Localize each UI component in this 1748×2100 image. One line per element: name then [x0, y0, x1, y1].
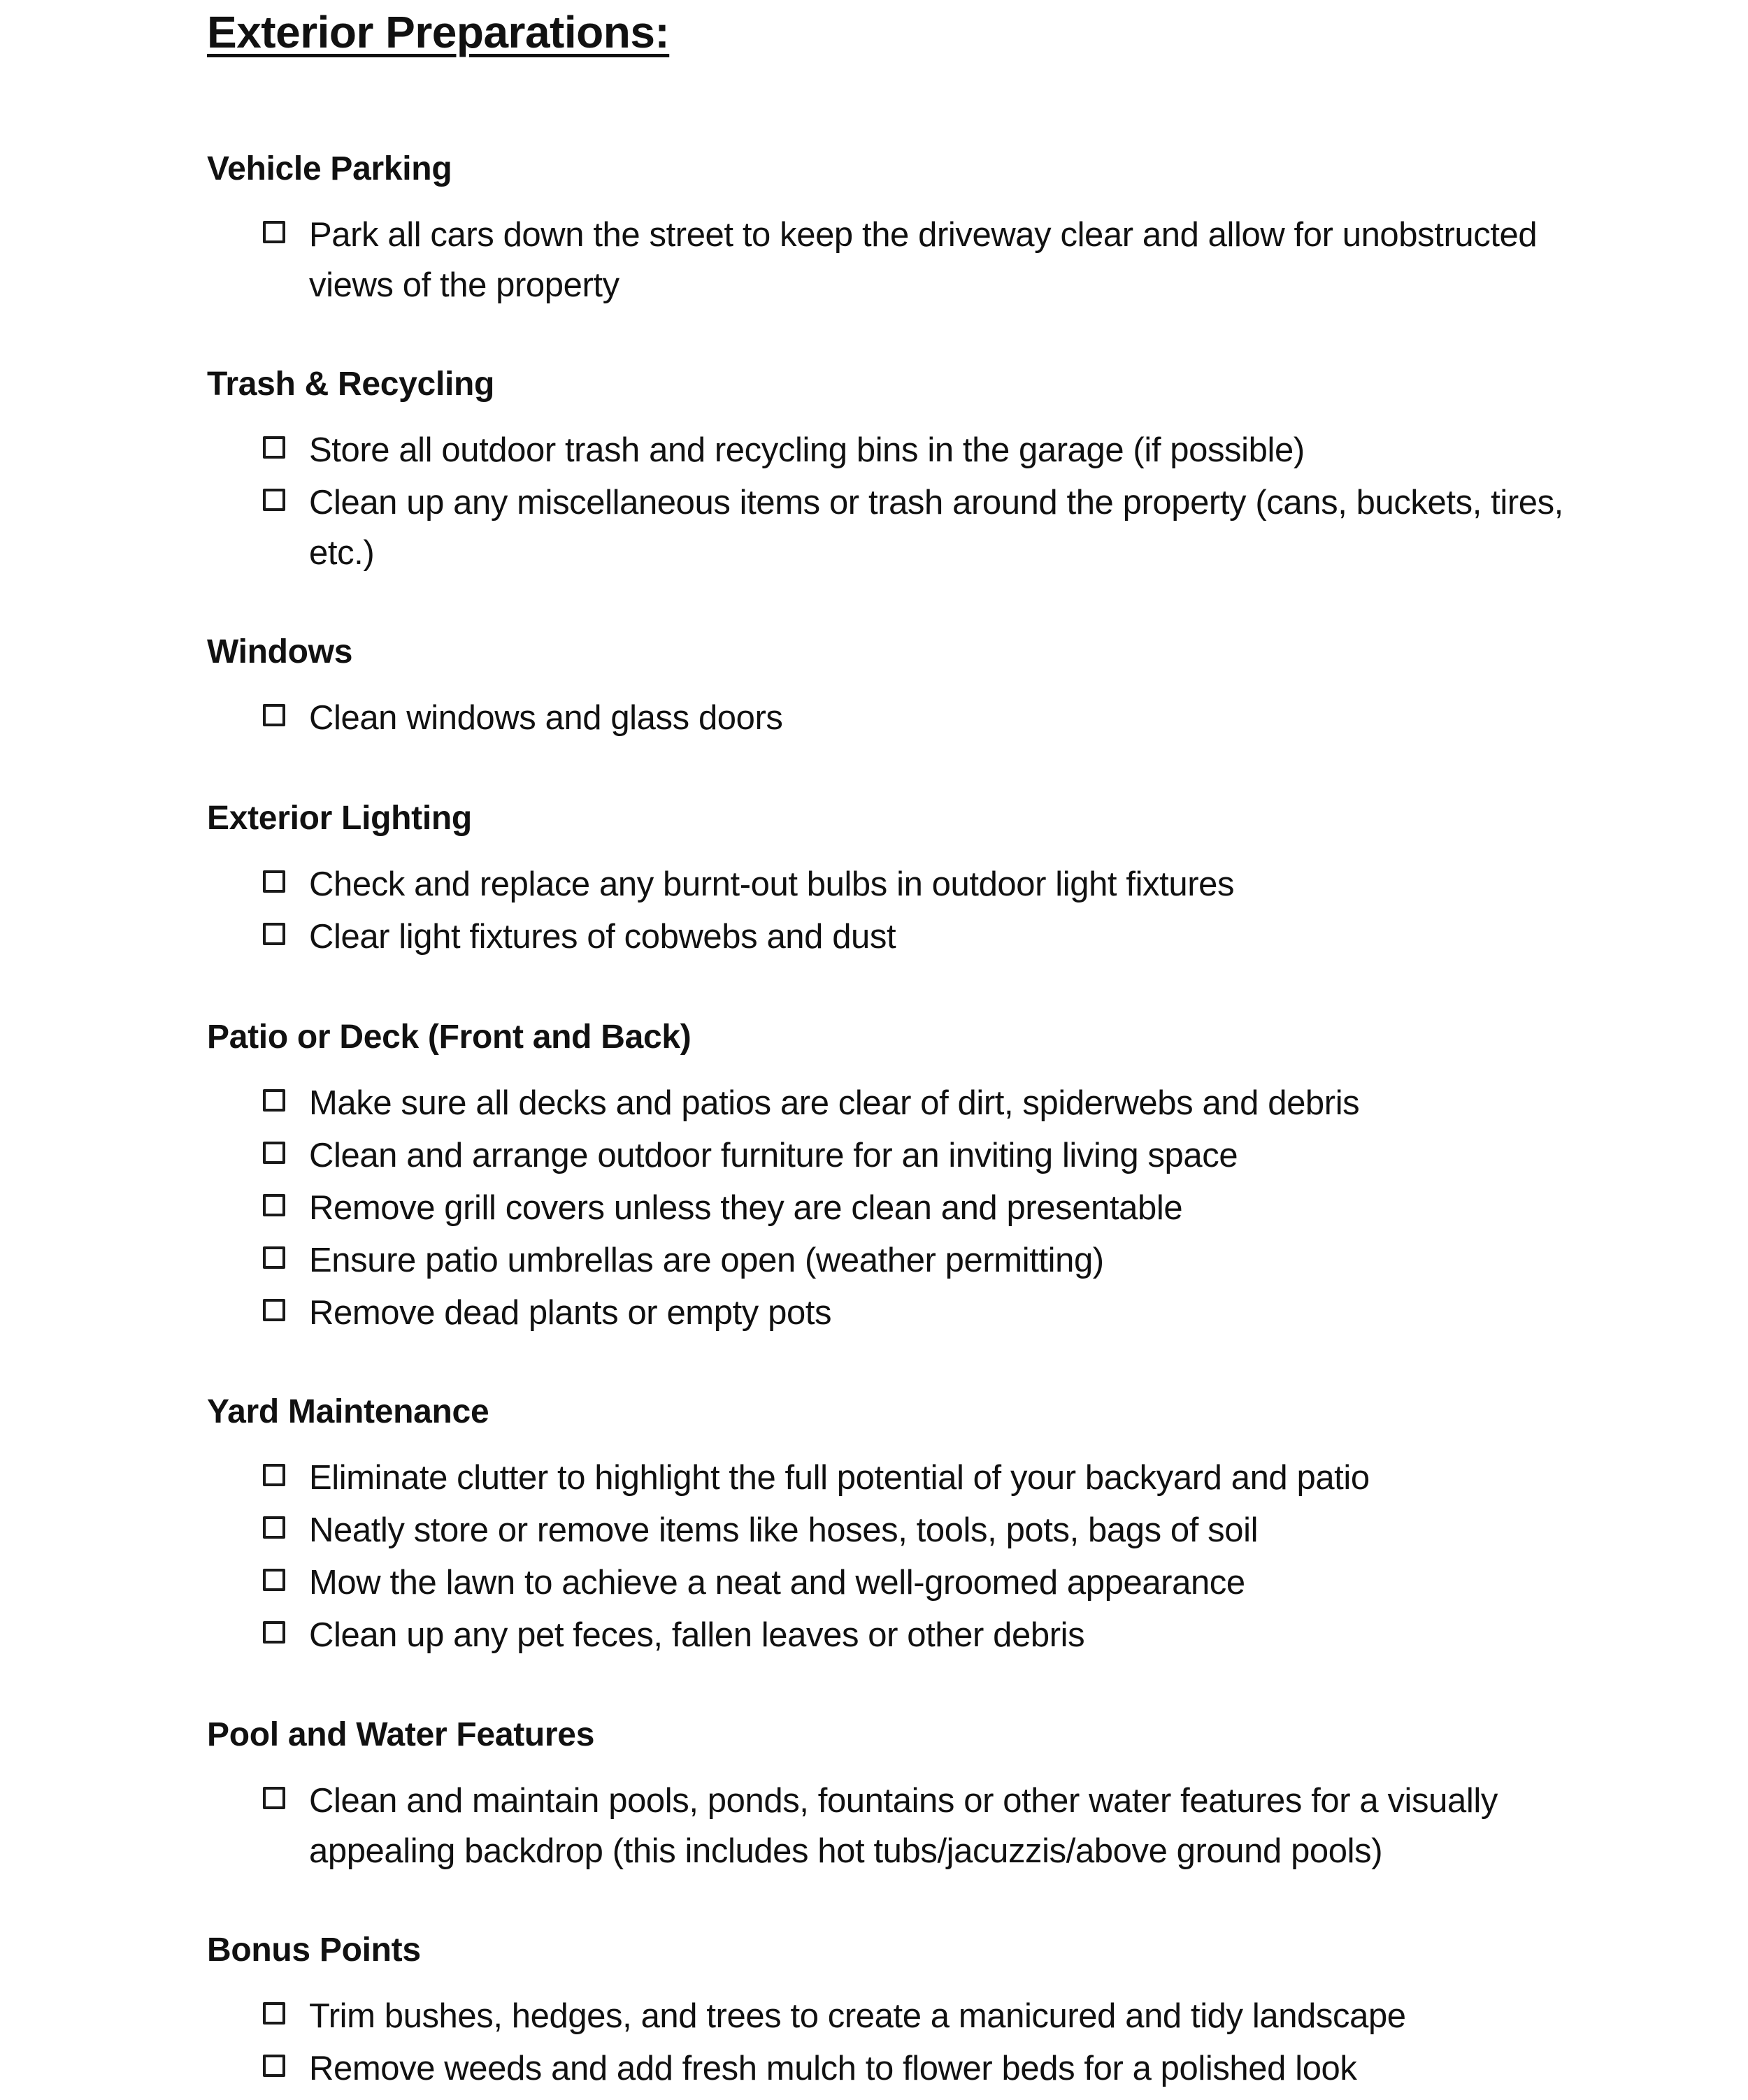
checkbox-icon[interactable]	[263, 221, 285, 243]
checklist-item-text: Remove dead plants or empty pots	[309, 1294, 832, 1332]
checklist-item	[207, 1776, 1577, 1876]
page-title: Exterior Preparations:	[207, 7, 670, 57]
checkbox-icon[interactable]	[263, 2055, 285, 2077]
section-trash-recycling	[207, 362, 1577, 578]
checkbox-icon[interactable]	[263, 489, 285, 511]
checklist	[207, 425, 1577, 578]
section-heading: Bonus Points	[207, 1932, 421, 1969]
checklist-item	[207, 477, 1577, 578]
section-patio-deck	[207, 1015, 1577, 1338]
section-heading: Windows	[207, 633, 353, 670]
checklist-item	[207, 425, 1577, 475]
checkbox-icon[interactable]	[263, 923, 285, 945]
checklist-item	[207, 912, 1577, 962]
checkbox-icon[interactable]	[263, 436, 285, 459]
checklist-item	[207, 2043, 1577, 2094]
checkbox-icon[interactable]	[263, 1194, 285, 1216]
checklist-item-text: Store all outdoor trash and recycling bins in the garage (if possible)	[309, 431, 1305, 469]
section-yard-maintenance	[207, 1390, 1577, 1660]
checklist-item	[207, 859, 1577, 909]
checklist-item-text: Neatly store or remove items like hoses, tools, pots, bags of soil	[309, 1511, 1259, 1549]
section-heading: Trash & Recycling	[207, 366, 495, 403]
checklist-item-text: Clean windows and glass doors	[309, 699, 783, 737]
checklist-item	[207, 1453, 1577, 1503]
section-windows	[207, 630, 1577, 743]
section-exterior-lighting	[207, 796, 1577, 962]
checklist	[207, 1453, 1577, 1660]
checklist	[207, 1991, 1577, 2094]
checklist-item-text: Park all cars down the street to keep the driveway clear and allow for unobstructed views of the property	[309, 216, 1538, 304]
checklist-item-text: Mow the lawn to achieve a neat and well-groomed appearance	[309, 1564, 1245, 1602]
checklist-item-text: Make sure all decks and patios are clear of dirt, spiderwebs and debris	[309, 1084, 1360, 1122]
checklist-item	[207, 1991, 1577, 2041]
section-heading: Pool and Water Features	[207, 1716, 595, 1753]
checklist-item	[207, 1288, 1577, 1338]
checklist-item	[207, 1078, 1577, 1128]
checkbox-icon[interactable]	[263, 1621, 285, 1644]
checklist-item-text: Clean and maintain pools, ponds, fountains or other water features for a visually appealing backdrop (this includes hot tubs/jacuzzis/above ground pools)	[309, 1782, 1498, 1870]
checklist-item-text: Ensure patio umbrellas are open (weather permitting)	[309, 1242, 1104, 1279]
section-pool-water-features	[207, 1713, 1577, 1876]
section-bonus-points	[207, 1928, 1577, 2094]
checklist-item-text: Remove grill covers unless they are clean and presentable	[309, 1189, 1183, 1227]
checklist-item-text: Clean and arrange outdoor furniture for an inviting living space	[309, 1137, 1238, 1174]
section-heading: Yard Maintenance	[207, 1393, 489, 1430]
checkbox-icon[interactable]	[263, 1246, 285, 1269]
checklist-item-text: Remove weeds and add fresh mulch to flower beds for a polished look	[309, 2050, 1357, 2087]
section-vehicle-parking	[207, 147, 1577, 310]
section-heading: Patio or Deck (Front and Back)	[207, 1019, 692, 1056]
checklist-item-text: Clear light fixtures of cobwebs and dust	[309, 918, 896, 956]
checklist-item-text: Check and replace any burnt-out bulbs in outdoor light fixtures	[309, 865, 1235, 903]
checklist	[207, 210, 1577, 310]
checkbox-icon[interactable]	[263, 1299, 285, 1321]
checklist-item-text: Trim bushes, hedges, and trees to create a manicured and tidy landscape	[309, 1997, 1406, 2035]
checkbox-icon[interactable]	[263, 1787, 285, 1809]
checklist	[207, 1078, 1577, 1338]
checkbox-icon[interactable]	[263, 1569, 285, 1591]
checklist-item	[207, 1130, 1577, 1181]
checkbox-icon[interactable]	[263, 1516, 285, 1539]
checklist-item-text: Clean up any pet feces, fallen leaves or other debris	[309, 1616, 1085, 1654]
checkbox-icon[interactable]	[263, 870, 285, 893]
checklist-item	[207, 210, 1577, 310]
checklist	[207, 859, 1577, 962]
checklist-item-text: Eliminate clutter to highlight the full potential of your backyard and patio	[309, 1459, 1370, 1497]
checklist-item	[207, 1235, 1577, 1286]
checklist-item	[207, 1183, 1577, 1233]
checklist-item-text: Clean up any miscellaneous items or trash around the property (cans, buckets, tires, etc.)	[309, 484, 1563, 572]
section-heading: Vehicle Parking	[207, 150, 452, 187]
checkbox-icon[interactable]	[263, 704, 285, 726]
section-heading: Exterior Lighting	[207, 800, 472, 837]
checklist-item	[207, 693, 1577, 743]
checklist-item	[207, 1505, 1577, 1555]
checklist-item	[207, 1558, 1577, 1608]
checklist	[207, 693, 1577, 743]
checkbox-icon[interactable]	[263, 2002, 285, 2025]
checkbox-icon[interactable]	[263, 1464, 285, 1486]
checkbox-icon[interactable]	[263, 1089, 285, 1112]
checklist	[207, 1776, 1577, 1876]
checklist-item	[207, 1610, 1577, 1660]
checkbox-icon[interactable]	[263, 1142, 285, 1164]
